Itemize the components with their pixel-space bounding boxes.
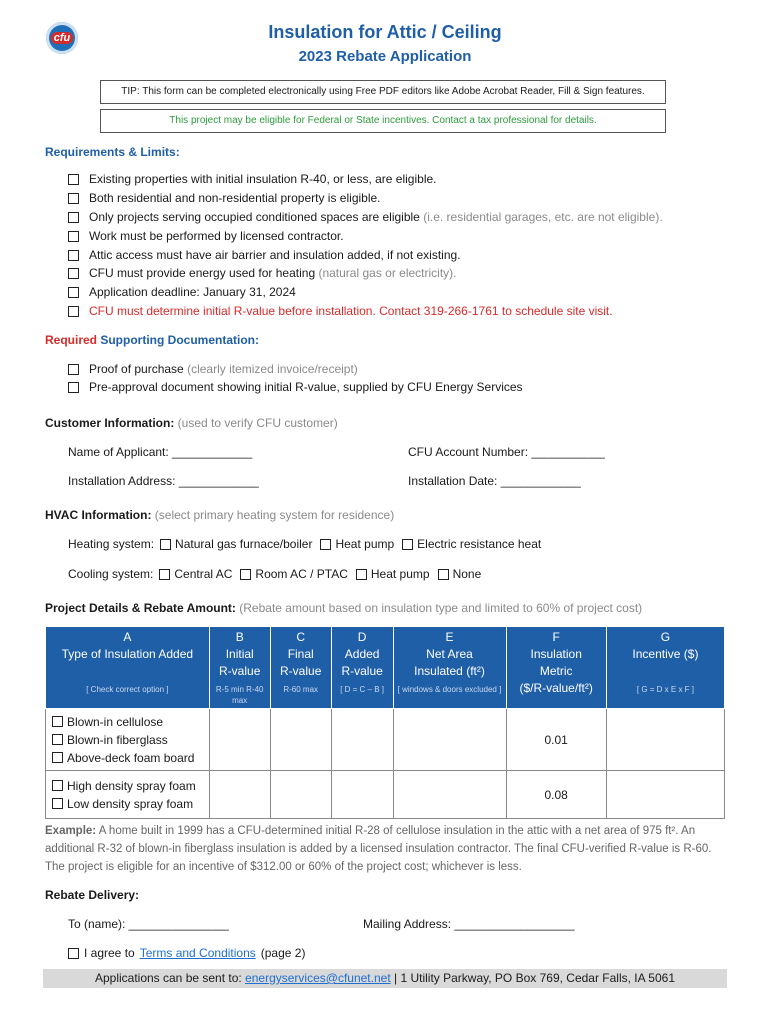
- column-header: [209, 627, 270, 709]
- requirement-item: [68, 229, 344, 243]
- hvac-option-label: None: [452, 567, 482, 581]
- column-title-line: R-value: [219, 664, 261, 678]
- final-r-cell[interactable]: [270, 771, 331, 819]
- insulation-option-checkbox[interactable]: [52, 780, 63, 791]
- net-area-cell[interactable]: [393, 771, 506, 819]
- insulation-type-cell: [46, 709, 210, 771]
- requirements-heading: Requirements & Limits:: [45, 145, 180, 159]
- requirement-text: Attic access must have air barrier and insulation added, if not existing.: [89, 248, 461, 262]
- requirement-text: Only projects serving occupied conditioned spaces are eligible: [89, 210, 420, 224]
- column-title-line: Incentive ($): [632, 647, 699, 661]
- metric-cell: 0.01: [506, 709, 606, 771]
- applicant-name-field[interactable]: Name of Applicant: ____________: [68, 445, 253, 459]
- installation-date-field[interactable]: Installation Date: ____________: [408, 474, 581, 488]
- incentive-cell[interactable]: [606, 771, 724, 819]
- requirement-item: [68, 210, 663, 224]
- column-header: [506, 627, 606, 709]
- account-number-field[interactable]: CFU Account Number: ___________: [408, 445, 605, 459]
- insulation-option-label: Above-deck foam board: [67, 750, 195, 765]
- insulation-option-label: Blown-in cellulose: [67, 714, 164, 729]
- project-heading-label: Project Details & Rebate Amount:: [45, 601, 236, 615]
- column-header: [606, 627, 724, 709]
- example-text: A home built in 1999 has a CFU-determined initial R-28 of cellulose insulation in the attic with a net area of 975 ft². An additional R-32 of blown-in fiberglass insulation is added by a licensed insulation contractor. The final CFU-verified R-value is R-60. The project is eligible for an incentive of $312.00 or 60% of the project cost; whichever is less.: [45, 825, 712, 873]
- requirement-item: [68, 285, 296, 299]
- rebate-table: [45, 626, 725, 819]
- project-heading: [45, 601, 642, 615]
- requirement-item: [68, 172, 437, 186]
- column-title-line: R-value: [280, 664, 322, 678]
- documentation-heading: [45, 333, 259, 347]
- metric-cell: 0.08: [506, 771, 606, 819]
- requirement-checkbox[interactable]: [68, 231, 79, 242]
- documentation-text: Pre-approval document showing initial R-value, supplied by CFU Energy Services: [89, 380, 523, 394]
- insulation-option: [52, 795, 203, 813]
- insulation-option-label: High density spray foam: [67, 778, 196, 793]
- insulation-option-checkbox[interactable]: [52, 752, 63, 763]
- column-subtitle: [ G = D x E x F ]: [636, 685, 694, 694]
- documentation-text: Proof of purchase: [89, 362, 184, 376]
- net-area-cell[interactable]: [393, 709, 506, 771]
- customer-note: (used to verify CFU customer): [174, 416, 338, 430]
- hvac-option-checkbox[interactable]: [159, 569, 170, 580]
- incentive-cell[interactable]: [606, 709, 724, 771]
- example-paragraph: [45, 822, 717, 876]
- requirement-checkbox[interactable]: [68, 268, 79, 279]
- documentation-checkbox[interactable]: [68, 364, 79, 375]
- hvac-option: [240, 567, 347, 581]
- insulation-option-label: Blown-in fiberglass: [67, 732, 168, 747]
- insulation-option: [52, 749, 203, 767]
- added-r-cell[interactable]: [331, 771, 393, 819]
- cooling-row: [68, 567, 481, 581]
- footer-email-link[interactable]: energyservices@cfunet.net: [245, 971, 391, 985]
- column-letter: G: [660, 630, 671, 644]
- column-title-line: Final: [287, 647, 314, 661]
- column-title-line: Insulation: [530, 647, 582, 661]
- agree-row: [68, 946, 305, 960]
- hvac-option-checkbox[interactable]: [320, 539, 331, 550]
- footer-address: | 1 Utility Parkway, PO Box 769, Cedar Falls, IA 5061: [390, 971, 676, 985]
- table-row: [46, 709, 725, 771]
- added-r-cell[interactable]: [331, 709, 393, 771]
- column-header: [331, 627, 393, 709]
- initial-r-cell[interactable]: [209, 709, 270, 771]
- column-letter: B: [235, 630, 244, 644]
- heating-row: [68, 537, 541, 551]
- column-title-line: [610, 663, 721, 680]
- hvac-option-label: Heat pump: [370, 567, 430, 581]
- requirement-item-red: [68, 304, 613, 318]
- customer-heading-label: Customer Information:: [45, 416, 175, 430]
- column-title-line: Metric: [539, 664, 573, 678]
- mailing-address-field[interactable]: Mailing Address: __________________: [363, 917, 575, 931]
- page-title: Insulation for Attic / Ceiling: [268, 22, 502, 42]
- insulation-option: [52, 731, 203, 749]
- insulation-option: [52, 777, 203, 795]
- federal-note-box: This project may be eligible for Federal or State incentives. Contact a tax professional for details.: [100, 109, 666, 133]
- documentation-note: (clearly itemized invoice/receipt): [183, 362, 358, 376]
- agree-label: I agree to: [84, 946, 135, 960]
- logo-text: cfu: [51, 32, 74, 44]
- insulation-option-label: Low density spray foam: [67, 796, 194, 811]
- insulation-option-checkbox[interactable]: [52, 716, 63, 727]
- column-letter: D: [357, 630, 367, 644]
- requirement-checkbox[interactable]: [68, 174, 79, 185]
- initial-r-cell[interactable]: [209, 771, 270, 819]
- requirement-checkbox[interactable]: [68, 193, 79, 204]
- column-header: [270, 627, 331, 709]
- delivery-heading: Rebate Delivery:: [45, 888, 140, 902]
- requirement-checkbox[interactable]: [68, 250, 79, 261]
- documentation-checkbox[interactable]: [68, 382, 79, 393]
- hvac-option: [160, 537, 312, 551]
- column-subtitle: [ Check correct option ]: [86, 685, 169, 694]
- page-subtitle: 2023 Rebate Application: [298, 48, 472, 65]
- doc-heading-label: Supporting Documentation:: [97, 333, 259, 347]
- agree-checkbox[interactable]: [68, 948, 79, 959]
- hvac-option: [356, 567, 430, 581]
- requirement-checkbox[interactable]: [68, 306, 79, 317]
- column-header: [46, 627, 210, 709]
- column-title-line: Type of Insulation Added: [61, 647, 194, 661]
- footer-prefix: Applications can be sent to:: [94, 971, 246, 985]
- requirement-text: Application deadline: January 31, 2024: [89, 285, 296, 299]
- insulation-option-checkbox[interactable]: [52, 734, 63, 745]
- column-title-line: R-value: [341, 664, 383, 678]
- hvac-option-label: Heat pump: [335, 537, 395, 551]
- terms-link[interactable]: Terms and Conditions: [139, 946, 256, 960]
- column-subtitle: R-60 max: [283, 685, 319, 694]
- requirement-checkbox[interactable]: [68, 212, 79, 223]
- documentation-item: [68, 380, 523, 394]
- required-label: Required: [45, 333, 98, 347]
- heating-label: Heating system:: [68, 537, 155, 551]
- column-letter: E: [445, 630, 454, 644]
- customer-heading: [45, 416, 338, 430]
- requirement-item: [68, 191, 381, 205]
- requirement-text: CFU must provide energy used for heating: [89, 266, 316, 280]
- table-row: [46, 771, 725, 819]
- hvac-option-label: Natural gas furnace/boiler: [175, 537, 313, 551]
- requirement-red-text: CFU must determine initial R-value before installation. Contact 319-266-1761 to schedule site visit.: [89, 304, 613, 318]
- requirement-text: Both residential and non-residential property is eligible.: [89, 191, 381, 205]
- requirement-note: (i.e. residential garages, etc. are not eligible).: [419, 210, 663, 224]
- cooling-label: Cooling system:: [68, 567, 154, 581]
- column-letter: C: [296, 630, 306, 644]
- column-title-line: Initial: [225, 647, 254, 661]
- example-label: Example:: [45, 825, 97, 837]
- requirement-item: [68, 248, 461, 262]
- project-note: (Rebate amount based on insulation type and limited to 60% of project cost): [235, 601, 643, 615]
- column-subtitle: [ D = C – B ]: [340, 685, 385, 694]
- hvac-option: [320, 537, 394, 551]
- insulation-option: [52, 713, 203, 731]
- footer-bar: [43, 969, 727, 988]
- requirement-note: (natural gas or electricity).: [315, 266, 457, 280]
- hvac-option-label: Electric resistance heat: [417, 537, 542, 551]
- hvac-option-checkbox[interactable]: [160, 539, 171, 550]
- insulation-type-cell: [46, 771, 210, 819]
- requirement-text: Work must be performed by licensed contractor.: [89, 229, 344, 243]
- column-letter: A: [123, 630, 132, 644]
- column-title-line: Insulated (ft²): [414, 664, 485, 678]
- requirement-checkbox[interactable]: [68, 287, 79, 298]
- hvac-option: [402, 537, 541, 551]
- hvac-heading: [45, 508, 394, 522]
- hvac-option-checkbox[interactable]: [402, 539, 413, 550]
- column-header: [393, 627, 506, 709]
- final-r-cell[interactable]: [270, 709, 331, 771]
- terms-page-note: (page 2): [260, 946, 306, 960]
- hvac-note: (select primary heating system for residence): [151, 508, 395, 522]
- hvac-option-checkbox[interactable]: [240, 569, 251, 580]
- hvac-option: [438, 567, 482, 581]
- column-subtitle: [ windows & doors excluded ]: [397, 685, 502, 694]
- column-title-line: ($/R-value/ft²): [519, 681, 593, 695]
- hvac-option-label: Central AC: [174, 567, 233, 581]
- requirement-text: Existing properties with initial insulation R-40, or less, are eligible.: [89, 172, 437, 186]
- installation-address-field[interactable]: Installation Address: ____________: [68, 474, 259, 488]
- documentation-item: [68, 362, 358, 376]
- hvac-heading-label: HVAC Information:: [45, 508, 152, 522]
- tip-box: TIP: This form can be completed electronically using Free PDF editors like Adobe Acrobat Reader, Fill & Sign features.: [100, 80, 666, 104]
- requirement-item: [68, 266, 457, 280]
- hvac-option-checkbox[interactable]: [356, 569, 367, 580]
- column-title-line: [49, 663, 206, 680]
- delivery-name-field[interactable]: To (name): _______________: [68, 917, 229, 931]
- hvac-option: [159, 567, 232, 581]
- column-title-line: Added: [344, 647, 380, 661]
- column-subtitle: R-5 min R-40 max: [215, 685, 264, 705]
- column-title-line: Net Area: [426, 647, 473, 661]
- insulation-option-checkbox[interactable]: [52, 798, 63, 809]
- column-letter: F: [552, 630, 560, 644]
- hvac-option-label: Room AC / PTAC: [255, 567, 348, 581]
- hvac-option-checkbox[interactable]: [438, 569, 449, 580]
